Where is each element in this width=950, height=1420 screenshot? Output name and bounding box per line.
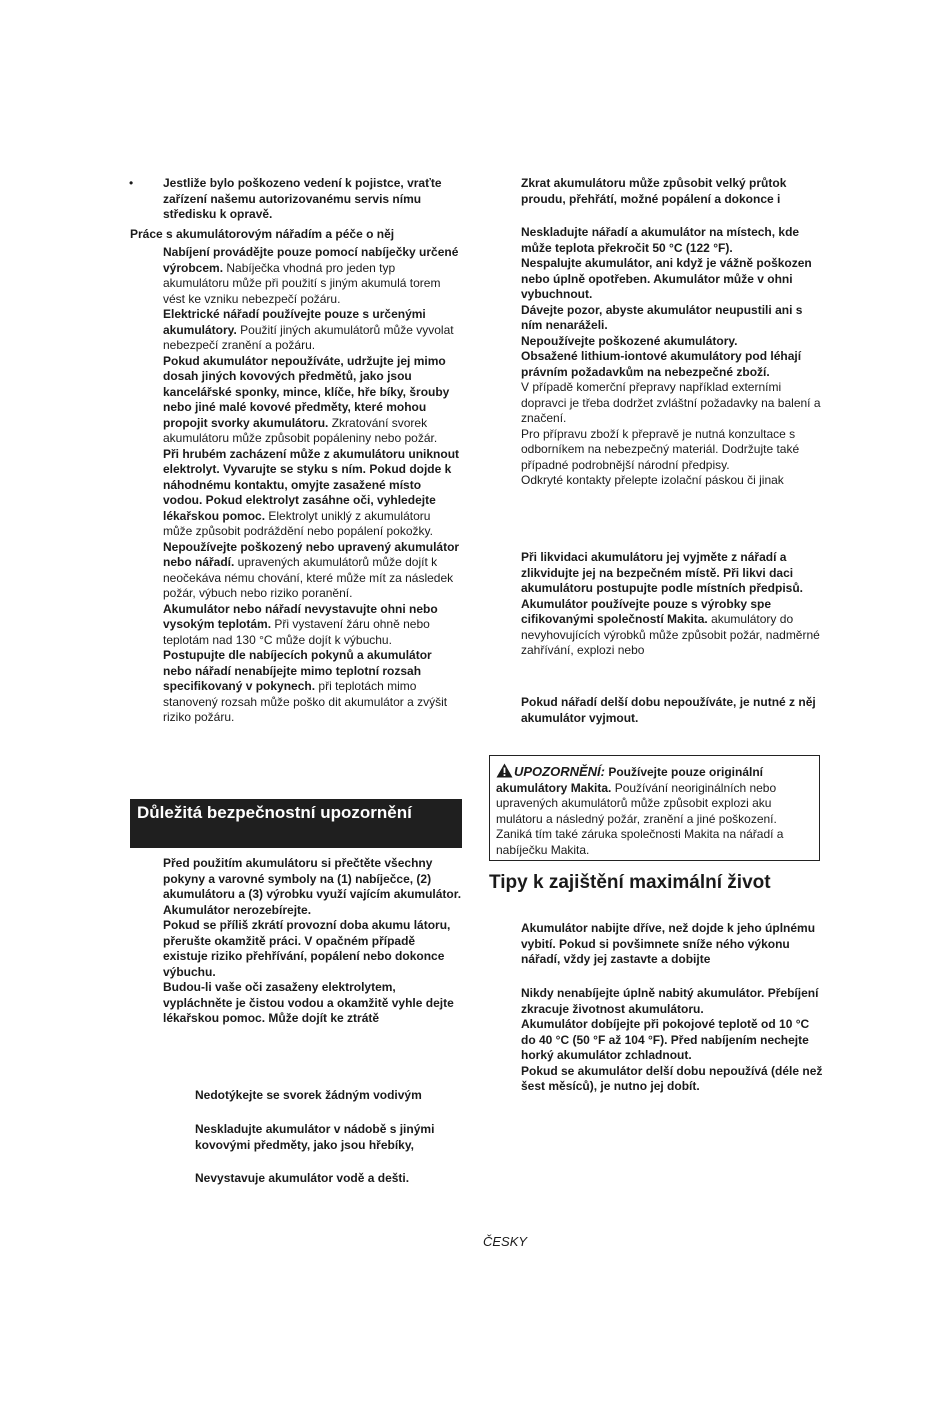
list-item	[163, 307, 463, 354]
list-item	[163, 602, 463, 649]
caution-box	[489, 755, 820, 861]
list-item	[521, 597, 821, 659]
item-text: Elektrolyt uniklý z akumulátoru může způsobit podráždění nebo popálení pokožky.	[163, 508, 433, 538]
list-item: Budou-li vaše oči zasaženy elektrolytem, vypláchněte je čistou vodou a okamžitě vyhle dejte lékařskou pomoc. Může dojít ke ztrátě	[163, 980, 454, 1025]
left-bullet-paragraph	[163, 176, 463, 223]
right-tips2	[521, 986, 823, 1095]
sub-item-text: Nevystavuje akumulátor vodě a dešti.	[195, 1171, 410, 1185]
item-bold-text: Postupujte dle nabíjecích pokynů a akumulátor nebo nářadí nenabíjejte mimo teplotní rozsah specifikovaný v pokynech.	[163, 648, 432, 693]
sub-item-text: Neskladujte akumulátor v nádobě s jinými kovovými předměty, jako jsou hřebíky,	[195, 1122, 435, 1152]
list-item: Nepoužívejte poškozené akumulátory.	[521, 333, 738, 348]
right-tip1	[521, 921, 823, 968]
warning-triangle-icon	[496, 763, 513, 778]
item-bold-text: Při hrubém zacházení může z akumulátoru uniknout elektrolyt. Vyvarujte se styku s ním. Pokud dojde k náhodnému kontaktu, omyjte zasažené místo vodou. Pokud elektrolyt zasáhne oči, vyhledejte lékařskou pomoc.	[163, 446, 460, 523]
sub-item-3	[195, 1171, 465, 1187]
caution-body-text: Používání neoriginálních nebo upravených akumulátorů může způsobit explozi aku mulátoru a následný požár, zranění a jiné poškození. Zaniká tím také záruka společnosti Makita na nářadí a nabíječku Makita.	[496, 780, 784, 857]
safety-heading: Důležitá bezpečnostní upozornění	[137, 803, 412, 822]
paragraph: Akumulátor nabijte dříve, než dojde k jeho úplnému vybití. Pokud si povšimnete sníže ného výkonu nářadí, vždy jej zastavte a dobijte	[521, 921, 816, 966]
right-group2	[521, 550, 821, 659]
item-bold-text: Elektrické nářadí používejte pouze s určenými akumulátory.	[163, 307, 426, 337]
section-title: Práce s akumulátorovým nářadím a péče o něj	[130, 227, 395, 241]
bullet-marker: •	[129, 176, 134, 190]
list-item: Dávejte pozor, abyste akumulátor neupustili ani s ním nenaráželi.	[521, 302, 803, 332]
bullet-text: Jestliže bylo poškozeno vedení k pojistce, vraťte zařízení našemu autorizovanému servis nímu středisku k opravě.	[163, 176, 442, 221]
item-bold-text: Nabíjení provádějte pouze pomocí nabíječky určené výrobcem.	[163, 245, 459, 275]
list-item	[163, 540, 463, 602]
item-bold-text: Nepoužívejte poškozený nebo upravený akumulátor nebo nářadí.	[163, 539, 460, 569]
safety-heading-bar	[130, 799, 462, 848]
right-group1	[521, 225, 821, 489]
list-item: Akumulátor dobíjejte při pokojové teplotě od 10 °C do 40 °C (50 °F až 104 °F). Před nabíjením nechejte horký akumulátor zchladnout.	[521, 1017, 810, 1062]
paragraph: Odkryté kontakty přelepte izolační páskou či jinak	[521, 473, 784, 487]
list-item: Akumulátor nerozebírejte.	[163, 902, 312, 917]
item-text: Zkratování svorek akumulátoru může způsobit popáleniny nebo požár.	[163, 415, 438, 445]
list-item	[163, 354, 463, 447]
list-item: Nespalujte akumulátor, ani když je vážně poškozen nebo úplně opotřeben. Akumulátor může v ohni vybuchnout.	[521, 256, 812, 301]
list-item: Pokud se akumulátor delší dobu nepoužívá (déle než šest měsíců), je nutno jej dobít.	[521, 1063, 823, 1093]
sub-item-2	[195, 1122, 465, 1153]
safety-items-list	[163, 856, 463, 1027]
item-text: Při vystavení žáru ohně nebo teplotám nad 130 °C může dojít k výbuchu.	[163, 617, 430, 647]
item-text: upravených akumulátorů může dojít k neočekáva nému chování, které může mít za následek požár, výbuch nebo riziko poranění.	[163, 555, 454, 600]
tips-heading: Tipy k zajištění maximální život	[489, 872, 771, 893]
item-text: Použití jiných akumulátorů může vyvolat nebezpečí zranění a požáru.	[163, 322, 454, 352]
list-item: Při likvidaci akumulátoru jej vyjměte z nářadí a zlikvidujte jej na bezpečném místě. Při likvi daci akumulátoru postupujte podle místních předpisů.	[521, 550, 804, 595]
paragraph: V případě komerční přepravy například externími dopravci je třeba dodržet zvláštní požadavky na balení a značení.	[521, 380, 821, 425]
item-bold-text: Akumulátor používejte pouze s výrobky spe cifikovanými společností Makita.	[521, 596, 772, 626]
sub-item-1	[195, 1088, 465, 1104]
caution-label: UPOZORNĚNÍ:	[514, 764, 605, 779]
list-item: Pokud se příliš zkrátí provozní doba akumu látoru, přerušte okamžitě práci. V opačném případě existuje riziko přehřívání, popálení nebo dokonce výbuchu.	[163, 918, 451, 979]
item-text: akumulátory do nevyhovujících výrobků může způsobit požár, nadměrné zahřívání, explozi nebo	[521, 612, 820, 657]
paragraph: Pro přípravu zboží k přepravě je nutná konzultace s odborníkem na nebezpečný materiál. Dodržujte také případné podrobnější národní předpisy.	[521, 426, 800, 472]
page-footer-language: ČESKY	[483, 1234, 528, 1249]
list-item: Nikdy nenabíjejte úplně nabitý akumulátor. Přebíjení zkracuje životnost akumulátoru.	[521, 986, 819, 1016]
item-bold-text: Pokud akumulátor nepoužíváte, udržujte jej mimo dosah jiných kovových předmětů, jako jsou kancelářské sponky, mince, klíče, hře bíky, šrouby nebo jiné malé kovové předměty, které mohou propojit svorky akumulátoru.	[163, 353, 450, 430]
item-text: při teplotách mimo stanovený rozsah může poško dit akumulátor a zvýšit riziko požáru.	[163, 679, 448, 724]
left-items-list	[163, 245, 463, 726]
right-remove	[521, 695, 821, 726]
list-item	[163, 648, 463, 726]
caution-bold-text: Používejte pouze originální akumulátory Makita.	[496, 765, 764, 795]
left-section-title	[130, 227, 460, 243]
paragraph: Zkrat akumulátoru může způsobit velký průtok proudu, přehřátí, možné popálení a dokonce i	[521, 176, 787, 206]
list-item: Neskladujte nářadí a akumulátor na místech, kde může teplota překročit 50 °C (122 °F).	[521, 225, 800, 255]
list-item: Obsažené lithium-iontové akumulátory pod léhají právním požadavkům na nebezpečné zboží.	[521, 349, 802, 379]
list-item	[163, 245, 463, 307]
item-text: Nabíječka vhodná pro jeden typ akumulátoru může při použití s jiným akumulá torem vést ke vzniku nebezpečí požáru.	[163, 260, 441, 306]
right-p1	[521, 176, 821, 207]
paragraph: Pokud nářadí delší dobu nepoužíváte, je nutné z něj akumulátor vyjmout.	[521, 695, 816, 725]
item-bold-text: Akumulátor nebo nářadí nevystavujte ohni nebo vysokým teplotám.	[163, 601, 438, 631]
list-item	[163, 447, 463, 540]
caution-text	[496, 763, 813, 858]
list-item: Před použitím akumulátoru si přečtěte všechny pokyny a varovné symboly na (1) nabíječce, (2) akumulátoru a (3) výrobku využí vajícím akumulátor.	[163, 856, 462, 901]
sub-item-text: Nedotýkejte se svorek žádným vodivým	[195, 1088, 422, 1102]
